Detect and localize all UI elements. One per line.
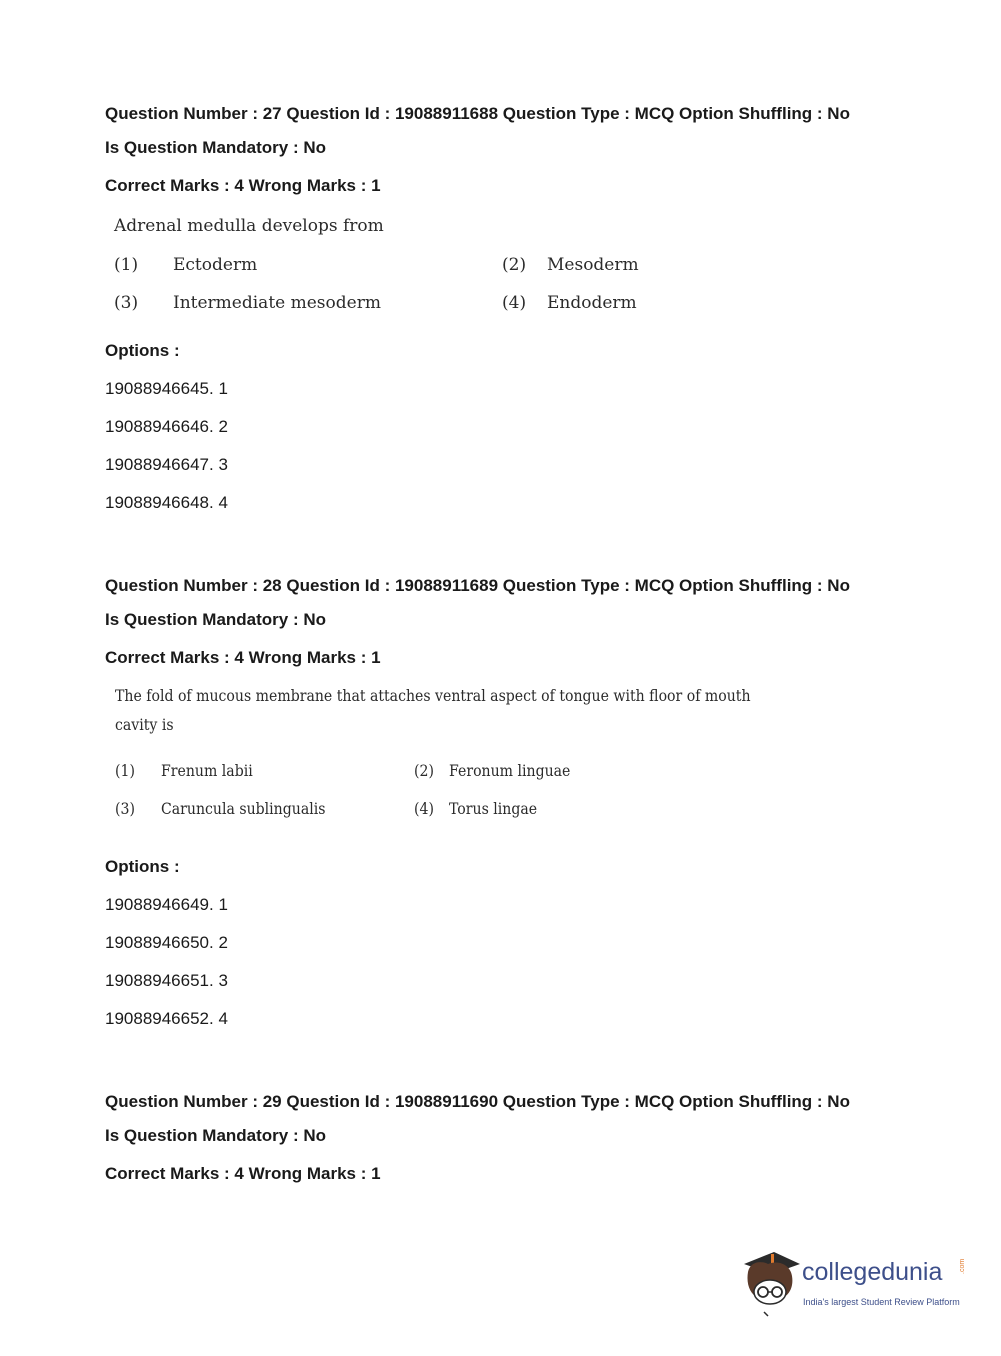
- q28-choice-3-number: (3): [115, 799, 135, 818]
- q29-mandatory: Is Question Mandatory : No: [105, 1126, 327, 1145]
- q28-question-text-line2: cavity is: [115, 715, 174, 734]
- q28-choice-4-number: (4): [414, 799, 434, 818]
- q27-option-3: 19088946647. 3: [105, 455, 228, 474]
- q28-choice-1-text: Frenum labii: [161, 761, 253, 780]
- graduate-mascot-icon: [740, 1248, 802, 1320]
- q27-choice-1-number: (1): [114, 255, 139, 275]
- collegedunia-logo[interactable]: [740, 1248, 970, 1320]
- q28-option-4: 19088946652. 4: [105, 1009, 228, 1028]
- q27-mandatory: Is Question Mandatory : No: [105, 138, 327, 157]
- q28-choice-3-text: Caruncula sublingualis: [161, 799, 326, 818]
- q28-option-3: 19088946651. 3: [105, 971, 228, 990]
- q27-choice-3-text: Intermediate mesoderm: [173, 293, 381, 313]
- q27-option-4: 19088946648. 4: [105, 493, 228, 512]
- logo-wordmark: collegedunia: [802, 1258, 943, 1286]
- q28-choice-1-number: (1): [115, 761, 135, 780]
- q28-options-label: Options :: [105, 857, 180, 876]
- q27-marks: Correct Marks : 4 Wrong Marks : 1: [105, 176, 381, 195]
- logo-tagline: India's largest Student Review Platform: [803, 1297, 960, 1307]
- q28-mandatory: Is Question Mandatory : No: [105, 610, 327, 629]
- q28-option-2: 19088946650. 2: [105, 933, 228, 952]
- q27-option-1: 19088946645. 1: [105, 379, 228, 398]
- q29-marks: Correct Marks : 4 Wrong Marks : 1: [105, 1164, 381, 1183]
- q28-question-text-line1: The fold of mucous membrane that attaches ventral aspect of tongue with floor of mouth: [115, 686, 751, 705]
- q29-meta-line: Question Number : 29 Question Id : 19088911690 Question Type : MCQ Option Shuffling : No: [105, 1092, 850, 1111]
- q28-choice-4-text: Torus lingae: [449, 799, 538, 818]
- q27-choice-2-number: (2): [502, 255, 527, 275]
- q28-option-1: 19088946649. 1: [105, 895, 228, 914]
- q27-choice-1-text: Ectoderm: [173, 255, 258, 275]
- q28-choice-2-text: Feronum linguae: [449, 761, 571, 780]
- q28-choice-2-number: (2): [414, 761, 434, 780]
- q27-choice-2-text: Mesoderm: [547, 255, 639, 275]
- q27-option-2: 19088946646. 2: [105, 417, 228, 436]
- q27-meta-line: Question Number : 27 Question Id : 19088911688 Question Type : MCQ Option Shuffling : No: [105, 104, 850, 123]
- q27-choice-4-text: Endoderm: [547, 293, 637, 313]
- q28-marks: Correct Marks : 4 Wrong Marks : 1: [105, 648, 381, 667]
- q27-question-text: Adrenal medulla develops from: [114, 216, 384, 236]
- q27-choice-4-number: (4): [502, 293, 527, 313]
- q28-meta-line: Question Number : 28 Question Id : 19088911689 Question Type : MCQ Option Shuffling : No: [105, 576, 850, 595]
- q27-options-label: Options :: [105, 341, 180, 360]
- logo-domain-suffix: .com: [959, 1258, 966, 1274]
- q27-choice-3-number: (3): [114, 293, 139, 313]
